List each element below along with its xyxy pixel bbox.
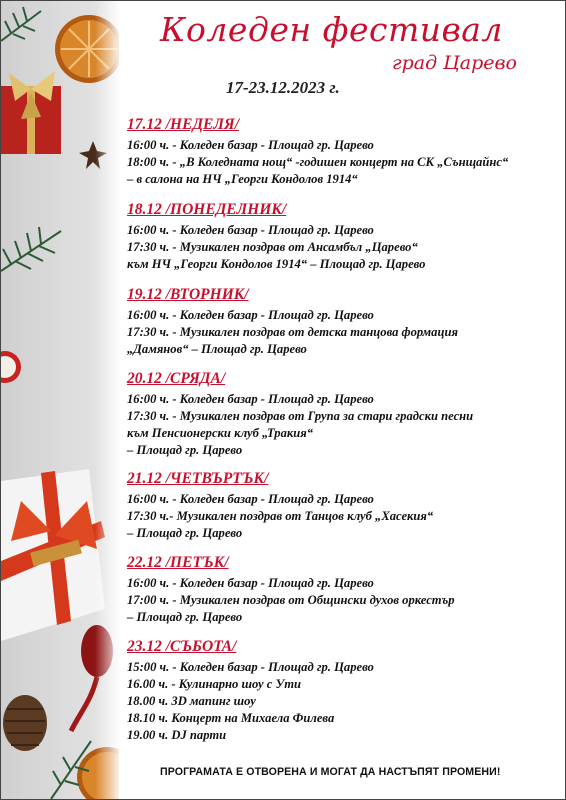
schedule-line: 16:00 ч. - Коледен базар - Площад гр. Царево	[127, 492, 374, 506]
schedule-line: – Площад гр. Царево	[127, 443, 243, 457]
schedule-line: – Площад гр. Царево	[127, 526, 243, 540]
day-heading: 17.12 /НЕДЕЛЯ/	[127, 116, 239, 133]
program-notice: ПРОГРАМАТА Е ОТВОРЕНА И МОГАТ ДА НАСТЪПЯТ ПРОМЕНИ!	[160, 766, 501, 778]
schedule-line: към НЧ „Георги Кондолов 1914“ – Площад гр. Царево	[127, 257, 426, 271]
candle-icon	[1, 351, 21, 383]
day-block-saturday	[127, 638, 557, 744]
decoration-fade	[95, 1, 119, 799]
pine-branch-icon	[1, 7, 41, 41]
schedule-line: 17:30 ч.- Музикален поздрав от Танцов клуб „Хасекия“	[127, 509, 434, 523]
day-heading: 18.12 /ПОНЕДЕЛНИК/	[127, 201, 287, 218]
schedule-line: 16:00 ч. - Коледен базар - Площад гр. Царево	[127, 223, 374, 237]
schedule-line: 18.10 ч. Концерт на Михаела Филева	[127, 711, 335, 725]
day-block-tuesday	[127, 286, 557, 358]
schedule-line: 16:00 ч. - Коледен базар - Площад гр. Царево	[127, 576, 374, 590]
schedule-line: 16:00 ч. - Коледен базар - Площад гр. Царево	[127, 392, 374, 406]
gift-box-icon	[1, 71, 61, 154]
schedule-line: 18.00 ч. 3D мапинг шоу	[127, 694, 256, 708]
decoration-strip	[1, 1, 119, 799]
schedule-line: 15:00 ч. - Коледен базар - Площад гр. Царево	[127, 660, 374, 674]
schedule-line: – Площад гр. Царево	[127, 610, 243, 624]
schedule-line: 19.00 ч. DJ парти	[127, 728, 227, 742]
day-heading: 23.12 /СЪБОТА/	[127, 638, 237, 655]
schedule-line: 17:30 ч. - Музикален поздрав от Ансамбъл „Царево“	[127, 240, 418, 254]
pine-cone-icon	[3, 695, 47, 751]
day-block-friday	[127, 554, 557, 626]
schedule-line: 17:00 ч. - Музикален поздрав от Общински духов оркестър	[127, 593, 455, 607]
schedule-line: към Пенсионерски клуб „Тракия“	[127, 426, 314, 440]
schedule-line: „Дамянов“ – Площад гр. Царево	[127, 342, 307, 356]
day-block-thursday	[127, 470, 557, 542]
day-heading: 22.12 /ПЕТЪК/	[127, 554, 229, 571]
schedule-line: 16:00 ч. - Коледен базар - Площад гр. Царево	[127, 138, 374, 152]
day-heading: 21.12 /ЧЕТВЪРТЪК/	[127, 470, 269, 487]
pine-branch-icon	[1, 227, 61, 271]
day-heading: 19.12 /ВТОРНИК/	[127, 286, 249, 303]
ribbon-icon	[1, 469, 105, 641]
day-block-sunday	[127, 116, 557, 188]
festival-location: град Царево	[392, 52, 517, 74]
festival-title: Коледен фестивал	[160, 10, 503, 49]
day-heading: 20.12 /СРЯДА/	[127, 370, 226, 387]
day-block-monday	[127, 201, 557, 273]
schedule-line: – в салона на НЧ „Георги Кондолов 1914“	[127, 172, 358, 186]
schedule-line: 16.00 ч. - Кулинарно шоу с Ути	[127, 677, 302, 691]
day-block-wednesday	[127, 370, 557, 459]
festival-dates: 17-23.12.2023 г.	[226, 78, 340, 97]
schedule-line: 17:30 ч. - Музикален поздрав от Група за стари градски песни	[127, 409, 474, 423]
schedule-line: 17:30 ч. - Музикален поздрав от детска танцова формация	[127, 325, 458, 339]
schedule-line: 16:00 ч. - Коледен базар - Площад гр. Царево	[127, 308, 374, 322]
schedule-line: 18:00 ч. - „В Коледната нощ“ -годишен концерт на СК „Сънщайнс“	[127, 155, 509, 169]
